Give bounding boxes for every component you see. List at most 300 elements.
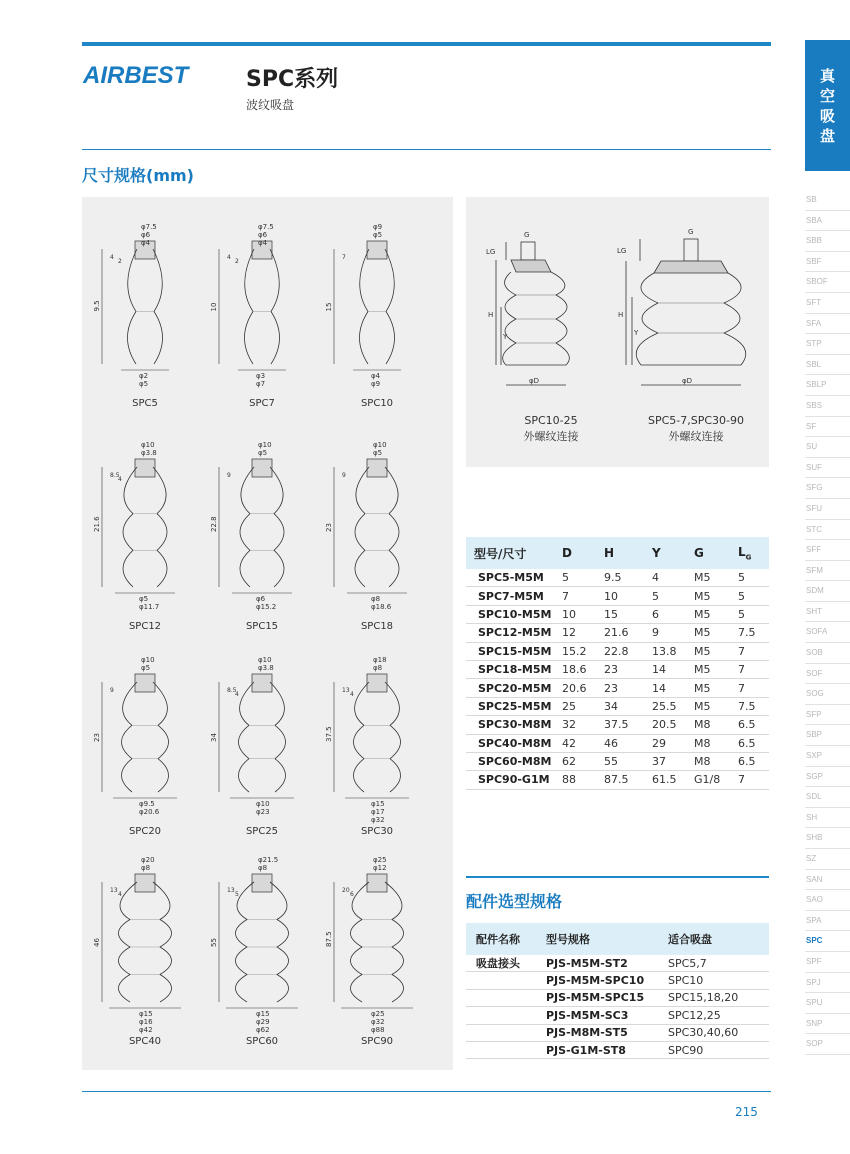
side-nav-item[interactable]: SNP <box>805 1014 850 1035</box>
side-nav-item[interactable]: SPU <box>805 993 850 1014</box>
dim-label: 15 <box>325 302 333 312</box>
external-thread-drawings <box>466 197 769 397</box>
dim-label: φ5 <box>139 380 149 388</box>
cup-fitting <box>252 874 272 892</box>
dim-label: φ7.5 <box>258 223 274 231</box>
spec-cell: 15 <box>596 605 644 623</box>
spec-cell: 5 <box>554 569 596 587</box>
ext-label-line2: 外螺纹连接 <box>523 430 579 443</box>
cup-section-drawing <box>322 852 432 1052</box>
spec-row <box>466 679 769 697</box>
dim-label: φ9 <box>373 223 383 231</box>
dim-label: 13 <box>342 687 350 694</box>
side-nav-item[interactable]: SOFA <box>805 622 850 643</box>
spec-cell: 13.8 <box>644 642 686 660</box>
spec-cell: 6.5 <box>730 734 769 752</box>
side-nav-item[interactable]: SUF <box>805 458 850 479</box>
spec-cell: M8 <box>686 716 730 734</box>
cup-section-drawing <box>207 437 317 637</box>
cup-section-drawing <box>207 219 317 414</box>
spec-cell: 5 <box>644 587 686 605</box>
bellows-right-profile <box>153 467 167 587</box>
spec-header-cell: Y <box>644 537 686 569</box>
dim-label: H <box>488 311 494 319</box>
dim-label: φ25 <box>373 856 387 864</box>
dim-label: φ2 <box>139 372 149 380</box>
dim-label: 2 <box>118 258 122 265</box>
bellows-right-profile <box>270 249 280 364</box>
side-nav-item[interactable]: SU <box>805 437 850 458</box>
dim-label: φ15 <box>139 1010 153 1018</box>
cup-fitting <box>252 459 272 477</box>
dim-label: φ15 <box>371 800 385 808</box>
brand-logo: AIRBEST <box>83 62 189 89</box>
dim-label: φ6 <box>258 231 268 239</box>
dim-label: φ3 <box>256 372 266 380</box>
dim-label: 4 <box>118 476 122 483</box>
accessory-model: PJS-M5M-SPC15 <box>536 989 658 1006</box>
drawing-label: SPC12 <box>128 621 162 632</box>
dim-label: φ15.2 <box>256 603 277 611</box>
section-title: 尺寸规格(mm) <box>82 166 194 185</box>
spec-cell: 29 <box>644 734 686 752</box>
bellows-right-profile <box>270 467 284 587</box>
bellows-left-profile <box>245 249 255 364</box>
dim-label: φ8 <box>258 864 268 872</box>
side-nav-item[interactable]: SPC <box>805 931 850 952</box>
dim-label: 7 <box>342 254 346 261</box>
spec-header-cell <box>730 537 769 569</box>
side-nav-item[interactable]: SFP <box>805 705 850 726</box>
bellows-right-profile <box>385 249 395 364</box>
side-nav-item[interactable]: SOG <box>805 684 850 705</box>
bellows-right-profile <box>385 467 399 587</box>
cup-section-drawing <box>207 652 317 842</box>
bellows-left-profile <box>236 882 255 1002</box>
suction-cup-drawing <box>322 852 432 1057</box>
side-nav-item[interactable]: SAO <box>805 890 850 911</box>
bellows-left-profile <box>128 249 138 364</box>
dim-label: φ32 <box>371 816 385 824</box>
cup-fitting <box>135 459 155 477</box>
dim-label: φ16 <box>139 1018 153 1026</box>
dim-label: H <box>618 311 624 319</box>
dim-label: 9 <box>110 687 114 694</box>
spec-cell: 42 <box>554 734 596 752</box>
spec-cell: 12 <box>554 624 596 642</box>
bellows-right-profile <box>153 882 172 1002</box>
spec-header-cell: D <box>554 537 596 569</box>
dim-label: 4 <box>110 254 114 261</box>
side-nav-item[interactable]: SFA <box>805 314 850 335</box>
spec-cell: 25.5 <box>644 697 686 715</box>
bellows-left-profile <box>122 682 138 792</box>
bellows-right-profile <box>153 682 169 792</box>
dim-label: 20 <box>342 887 350 894</box>
spec-header-cell: 型号/尺寸 <box>466 537 554 569</box>
cup-section-drawing <box>90 437 200 637</box>
bellows-left-profile <box>119 882 138 1002</box>
dim-label: φ12 <box>373 864 387 872</box>
bellows-left-profile <box>360 249 370 364</box>
spec-cell: 7 <box>730 771 769 789</box>
dim-label: 9.5 <box>93 300 101 312</box>
dim-label: φ4 <box>141 239 151 247</box>
bellows-left-profile <box>123 467 137 587</box>
cup-section-drawing <box>207 852 317 1052</box>
accessory-model: PJS-G1M-ST8 <box>536 1041 658 1058</box>
spec-cell: M5 <box>686 660 730 678</box>
dim-label: 46 <box>93 938 101 947</box>
dim-label: 37.5 <box>325 726 333 742</box>
dim-label: 34 <box>210 733 218 742</box>
accessory-category <box>466 1041 536 1058</box>
side-nav-item[interactable]: SBB <box>805 231 850 252</box>
spec-cell: 6 <box>644 605 686 623</box>
side-nav-item[interactable]: SBF <box>805 252 850 273</box>
dim-label: 5 <box>235 891 239 898</box>
accessory-fit: SPC5,7 <box>658 955 769 972</box>
drawings-panel <box>82 197 453 1070</box>
bellows-left-profile <box>354 682 370 792</box>
side-nav-item[interactable]: SH <box>805 808 850 829</box>
side-nav-item[interactable]: SBOF <box>805 272 850 293</box>
spec-row <box>466 771 769 789</box>
model-cell: SPC7-M5M <box>466 587 554 605</box>
spec-cell: 87.5 <box>596 771 644 789</box>
cup-fitting <box>252 674 272 692</box>
suction-cup-drawing <box>207 652 317 857</box>
dim-label: 9 <box>342 472 346 479</box>
spec-header-cell: G <box>686 537 730 569</box>
spec-cell: M5 <box>686 642 730 660</box>
spec-cell: 20.6 <box>554 679 596 697</box>
dim-label: 13 <box>110 887 118 894</box>
spec-cell: 7 <box>554 587 596 605</box>
spec-cell: 37 <box>644 752 686 770</box>
side-series-nav <box>805 190 850 1055</box>
spec-cell: 9 <box>644 624 686 642</box>
dim-label: φ21.5 <box>258 856 279 864</box>
model-cell: SPC90-G1M <box>466 771 554 789</box>
page-number: 215 <box>735 1105 758 1119</box>
spec-header-sub: G <box>745 553 752 562</box>
side-nav-item[interactable]: SPF <box>805 952 850 973</box>
side-nav-item[interactable]: STP <box>805 334 850 355</box>
dim-label: φ18 <box>373 656 387 664</box>
dim-label: φD <box>682 377 693 385</box>
accessory-category <box>466 972 536 989</box>
spec-cell: 46 <box>596 734 644 752</box>
model-cell: SPC25-M5M <box>466 697 554 715</box>
spec-cell: 21.6 <box>596 624 644 642</box>
spec-cell: M5 <box>686 679 730 697</box>
accessory-fit: SPC90 <box>658 1041 769 1058</box>
accessory-header-cell: 型号规格 <box>536 923 658 955</box>
drawing-label: SPC7 <box>249 398 275 409</box>
spec-table <box>466 537 769 790</box>
model-cell: SPC60-M8M <box>466 752 554 770</box>
spec-cell: 5 <box>730 605 769 623</box>
side-nav-item[interactable]: SBP <box>805 725 850 746</box>
spec-header-l: L <box>738 544 746 559</box>
spec-cell: 5 <box>730 569 769 587</box>
side-nav-item[interactable]: SBA <box>805 211 850 232</box>
spec-cell: 88 <box>554 771 596 789</box>
model-cell: SPC20-M5M <box>466 679 554 697</box>
dim-label: 4 <box>227 254 231 261</box>
external-thread-panel <box>466 197 769 467</box>
dim-label: φ8 <box>371 595 381 603</box>
spec-row <box>466 569 769 587</box>
side-nav-item[interactable]: SXP <box>805 746 850 767</box>
spec-cell: 4 <box>644 569 686 587</box>
dim-label: φ5 <box>141 664 151 672</box>
footer-rule <box>82 1091 771 1092</box>
accessory-model: PJS-M5M-SC3 <box>536 1007 658 1024</box>
dim-label: φ6 <box>141 231 151 239</box>
side-nav-item[interactable]: SHT <box>805 602 850 623</box>
spec-cell: 14 <box>644 660 686 678</box>
accessory-model: PJS-M8M-ST5 <box>536 1024 658 1041</box>
spec-cell: 22.8 <box>596 642 644 660</box>
dim-label: G <box>524 231 530 239</box>
spec-cell: 55 <box>596 752 644 770</box>
suction-cup-drawing <box>322 437 432 642</box>
dim-label: Y <box>634 329 639 337</box>
accessory-fit: SPC15,18,20 <box>658 989 769 1006</box>
dim-label: 10 <box>210 302 218 312</box>
side-nav-item[interactable]: SOF <box>805 664 850 685</box>
dim-label: 4 <box>235 691 239 698</box>
spec-cell: 7 <box>730 679 769 697</box>
spec-cell: 23 <box>596 679 644 697</box>
spec-cell: 9.5 <box>596 569 644 587</box>
model-cell: SPC15-M5M <box>466 642 554 660</box>
suction-cup-drawing <box>90 219 200 424</box>
dim-label: φ8 <box>141 864 151 872</box>
spec-cell: 10 <box>554 605 596 623</box>
dim-label: φ10 <box>141 656 155 664</box>
accessory-model: PJS-M5M-ST2 <box>536 955 658 972</box>
spec-cell: M8 <box>686 734 730 752</box>
suction-cup-drawing <box>207 852 317 1057</box>
side-nav-item[interactable]: SFG <box>805 478 850 499</box>
accessory-header-row <box>466 923 769 955</box>
dim-label: 4 <box>350 691 354 698</box>
drawing-label: SPC30 <box>360 826 394 837</box>
spec-cell: 6.5 <box>730 752 769 770</box>
dim-label: φ9 <box>371 380 381 388</box>
header-divider <box>82 149 771 150</box>
spec-cell: 7.5 <box>730 624 769 642</box>
spec-cell: 61.5 <box>644 771 686 789</box>
accessory-category <box>466 1024 536 1041</box>
spec-row <box>466 734 769 752</box>
spec-row <box>466 624 769 642</box>
accessory-row <box>466 1007 769 1024</box>
spec-row <box>466 752 769 770</box>
model-cell: SPC5-M5M <box>466 569 554 587</box>
side-nav-item[interactable]: SFT <box>805 293 850 314</box>
dim-label: 55 <box>210 938 218 947</box>
accessory-row <box>466 972 769 989</box>
side-nav-item[interactable]: SHB <box>805 828 850 849</box>
dim-label: 23 <box>325 523 333 532</box>
side-tab-char: 真 <box>819 66 835 85</box>
side-tab-char: 盘 <box>819 126 835 145</box>
bellows-right-profile <box>385 882 404 1002</box>
spec-cell: 15.2 <box>554 642 596 660</box>
accessory-title: 配件选型规格 <box>466 892 563 911</box>
accessory-fit: SPC30,40,60 <box>658 1024 769 1041</box>
spec-cell: 7 <box>730 642 769 660</box>
spec-cell: 34 <box>596 697 644 715</box>
suction-cup-drawing <box>90 652 200 857</box>
spec-cell: 7 <box>730 660 769 678</box>
bellows-left-profile <box>239 682 255 792</box>
cup-fitting <box>367 874 387 892</box>
side-nav-item[interactable]: SF <box>805 417 850 438</box>
side-nav-item[interactable]: SFU <box>805 499 850 520</box>
spec-header-cell: H <box>596 537 644 569</box>
accessory-model: PJS-M5M-SPC10 <box>536 972 658 989</box>
dim-label: 4 <box>118 891 122 898</box>
spec-cell: 32 <box>554 716 596 734</box>
dim-label: φ10 <box>373 441 387 449</box>
bellows-right-profile <box>153 249 163 364</box>
dim-label: φ10 <box>256 800 270 808</box>
dim-label: 87.5 <box>325 931 333 947</box>
side-nav-item[interactable]: SOP <box>805 1034 850 1055</box>
dim-label: φ5 <box>373 231 383 239</box>
side-nav-item[interactable]: SDL <box>805 787 850 808</box>
accessory-row <box>466 1041 769 1058</box>
accessory-divider <box>466 876 769 878</box>
bellows-right-profile <box>270 682 286 792</box>
spec-cell: M5 <box>686 605 730 623</box>
page-title: SPC系列 <box>246 67 339 92</box>
accessory-fit: SPC12,25 <box>658 1007 769 1024</box>
side-category-tab[interactable] <box>805 40 850 171</box>
cup-section-drawing <box>322 652 432 842</box>
dim-label: φ10 <box>141 441 155 449</box>
spec-cell: 5 <box>730 587 769 605</box>
dim-label: φ88 <box>371 1026 385 1034</box>
side-nav-item[interactable]: SFF <box>805 540 850 561</box>
suction-cup-drawing <box>322 219 432 424</box>
spec-cell: 6.5 <box>730 716 769 734</box>
drawing-label: SPC10 <box>360 398 394 409</box>
dim-label: φ42 <box>139 1026 153 1034</box>
side-nav-item[interactable]: SBLP <box>805 375 850 396</box>
drawing-label: SPC40 <box>128 1036 162 1047</box>
drawing-label: SPC60 <box>245 1036 279 1047</box>
suction-cup-drawing <box>322 652 432 857</box>
side-nav-item[interactable]: SFM <box>805 561 850 582</box>
cup-fitting <box>135 674 155 692</box>
drawing-label: SPC5 <box>132 398 158 409</box>
dim-label: φ5 <box>258 449 268 457</box>
accessory-category <box>466 989 536 1006</box>
spec-cell: G1/8 <box>686 771 730 789</box>
accessory-row <box>466 1024 769 1041</box>
spec-row <box>466 605 769 623</box>
top-rule <box>82 42 771 46</box>
dim-label: φ3.8 <box>141 449 157 457</box>
suction-cup-drawing <box>207 219 317 424</box>
spec-row <box>466 697 769 715</box>
dim-label: φ5 <box>373 449 383 457</box>
model-cell: SPC12-M5M <box>466 624 554 642</box>
spec-cell: 10 <box>596 587 644 605</box>
side-nav-item[interactable]: SBS <box>805 396 850 417</box>
spec-row <box>466 587 769 605</box>
external-drawing-label <box>496 413 606 445</box>
dim-label: G <box>688 228 694 236</box>
bellows-right-profile <box>270 882 289 1002</box>
dim-label: 8.5 <box>110 472 120 479</box>
side-nav-item[interactable]: STC <box>805 520 850 541</box>
dim-label: φ5 <box>139 595 149 603</box>
side-nav-item[interactable]: SZ <box>805 849 850 870</box>
side-nav-item[interactable]: SAN <box>805 870 850 891</box>
side-tab-char: 吸 <box>819 106 835 125</box>
dim-label: 8.5 <box>227 687 237 694</box>
ext-label-line1: SPC10-25 <box>524 414 578 427</box>
spec-cell: M5 <box>686 697 730 715</box>
spec-header-row <box>466 537 769 569</box>
bellows-left-profile <box>351 882 370 1002</box>
bellows-right-profile <box>385 682 401 792</box>
cup-fitting <box>367 241 387 259</box>
dim-label: φ23 <box>256 808 270 816</box>
dim-label: φ8 <box>373 664 383 672</box>
accessory-row <box>466 955 769 972</box>
spec-cell: 20.5 <box>644 716 686 734</box>
side-nav-item[interactable]: SPA <box>805 911 850 932</box>
dim-label: 22.8 <box>210 516 218 532</box>
side-nav-item[interactable]: SBL <box>805 355 850 376</box>
model-cell: SPC30-M8M <box>466 716 554 734</box>
dim-label: φ20 <box>141 856 155 864</box>
side-nav-item[interactable]: SPJ <box>805 973 850 994</box>
bellows-left-profile <box>240 467 254 587</box>
dim-label: φ9.5 <box>139 800 155 808</box>
dim-label: φD <box>529 377 540 385</box>
spec-cell: 37.5 <box>596 716 644 734</box>
dim-label: φ17 <box>371 808 385 816</box>
dim-label: 23 <box>93 733 101 742</box>
model-cell: SPC18-M5M <box>466 660 554 678</box>
model-cell: SPC10-M5M <box>466 605 554 623</box>
side-nav-item[interactable]: SB <box>805 190 850 211</box>
suction-cup-drawing <box>90 852 200 1057</box>
accessory-row <box>466 989 769 1006</box>
side-nav-item[interactable]: SDM <box>805 581 850 602</box>
dim-label: φ7.5 <box>141 223 157 231</box>
side-nav-item[interactable]: SGP <box>805 767 850 788</box>
spec-cell: M5 <box>686 569 730 587</box>
spec-row <box>466 716 769 734</box>
dim-label: 21.6 <box>93 516 101 532</box>
dim-label: φ29 <box>256 1018 270 1026</box>
spec-row <box>466 642 769 660</box>
drawing-label: SPC18 <box>360 621 394 632</box>
side-nav-item[interactable]: SOB <box>805 643 850 664</box>
dim-label: φ10 <box>258 656 272 664</box>
dim-label: φ6 <box>256 595 266 603</box>
